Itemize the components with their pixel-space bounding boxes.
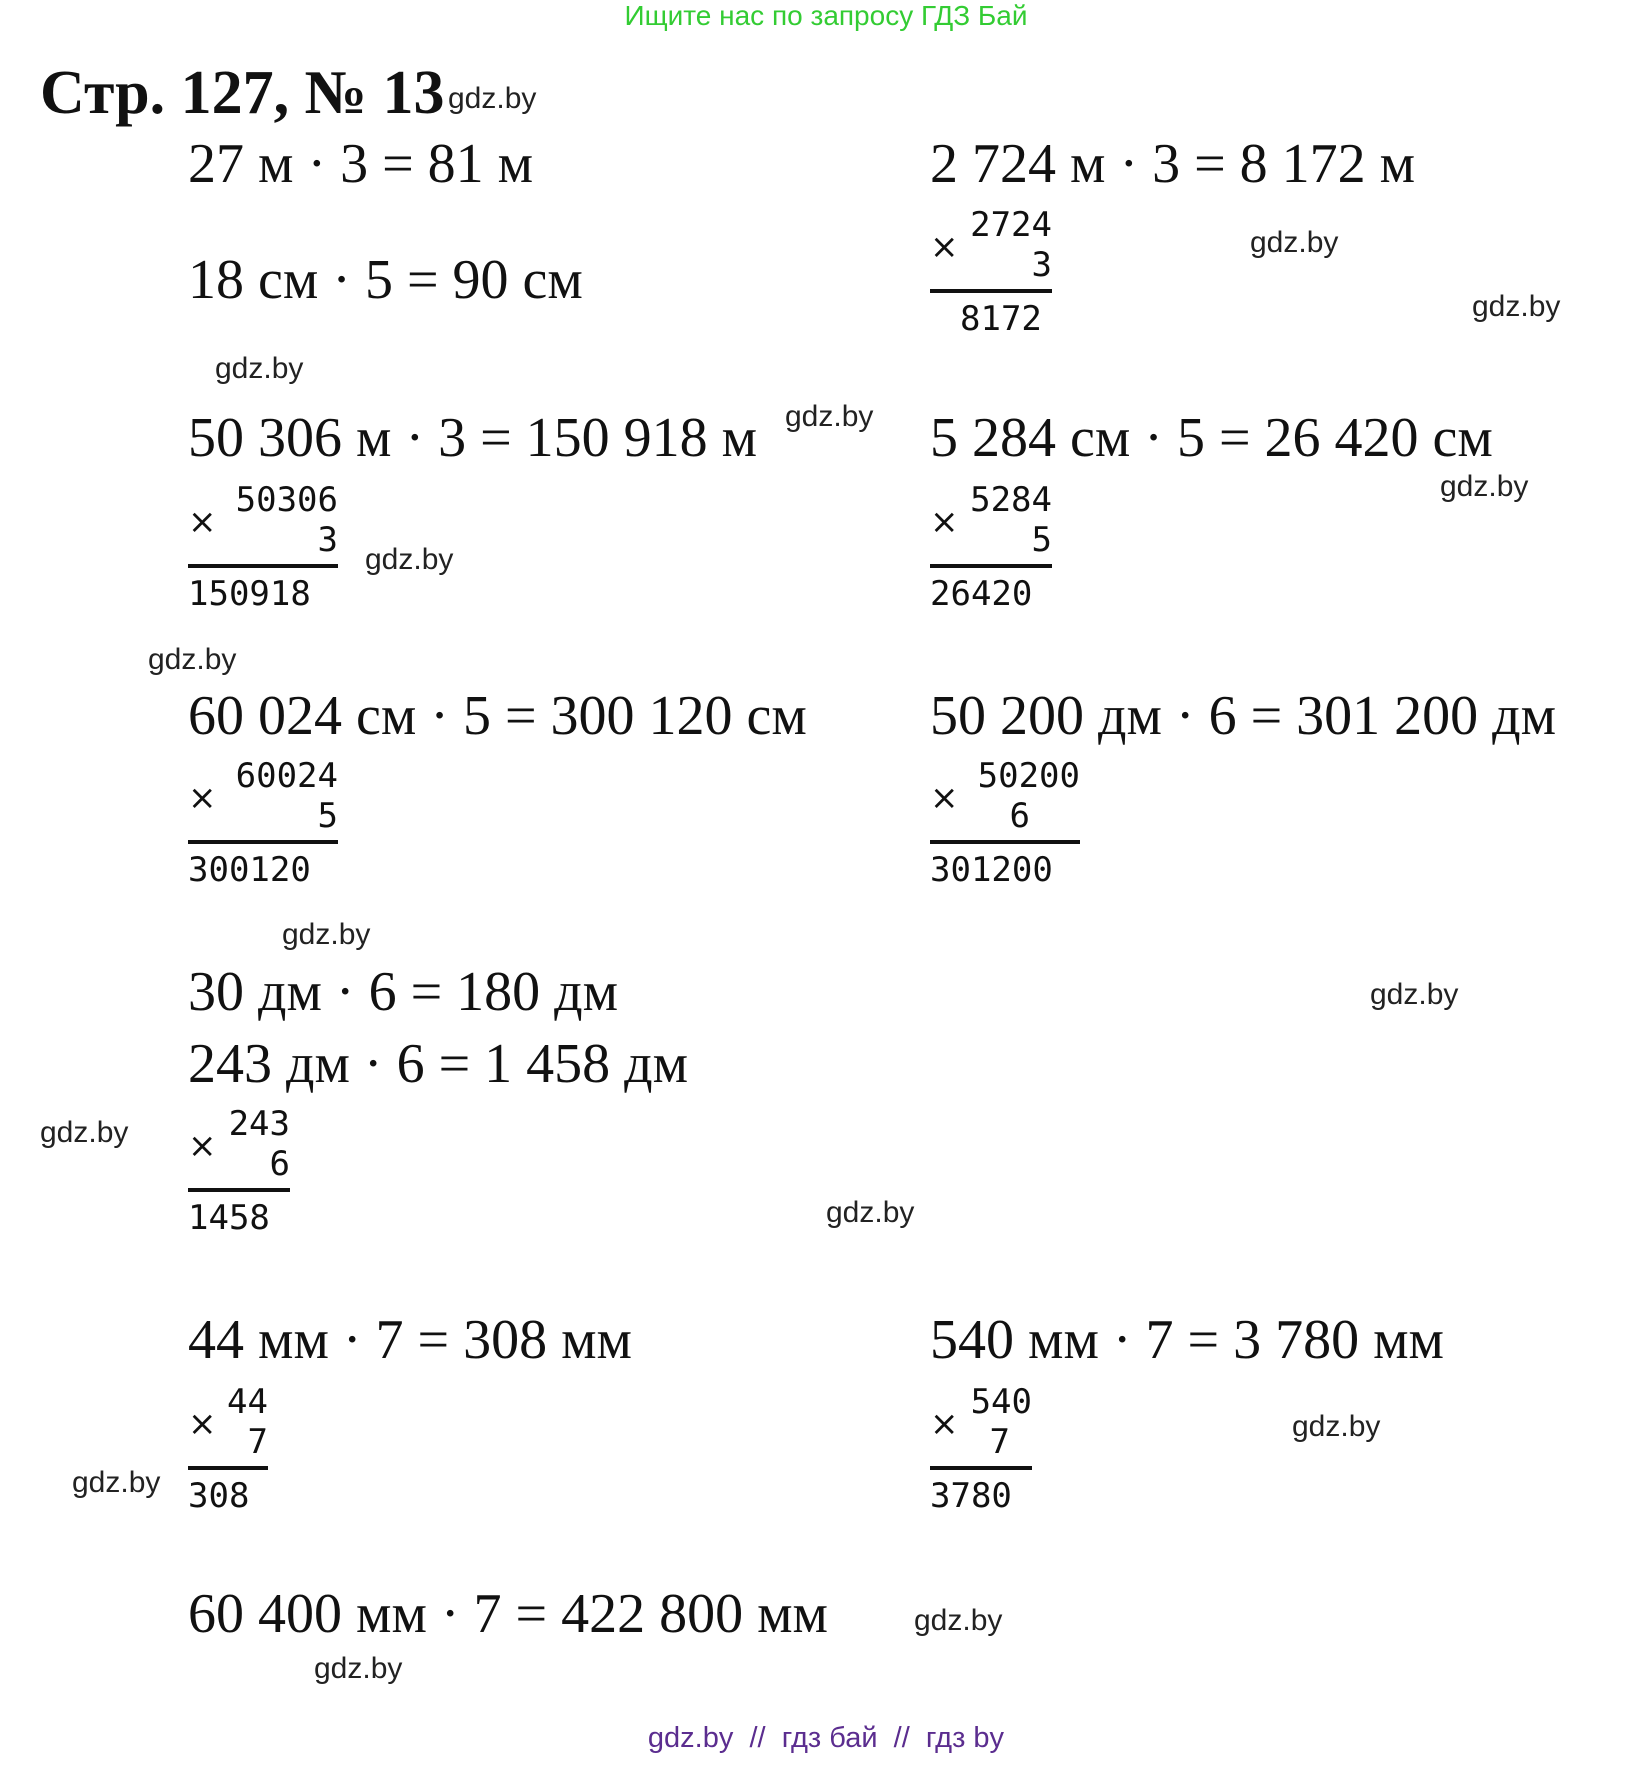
equation-9: 243 дм · 6 = 1 458 дм [188,1033,689,1095]
column-multiplication-2 [188,480,338,614]
product: 26420 [930,574,1033,614]
equation-11: 540 мм · 7 = 3 780 мм [930,1309,1444,1371]
multiplicand: 44 [227,1382,268,1422]
multiplicand: 540 [970,1382,1032,1422]
multiplicand: 243 [228,1104,290,1144]
equation-3: 2 724 м · 3 = 8 172 м [930,133,1416,195]
watermark: gdz.by [448,82,537,115]
equation-1: 27 м · 3 = 81 м [188,133,534,195]
page-title: Стр. 127, № 13 [40,59,445,127]
column-multiplication-1 [930,205,1052,339]
watermark: gdz.by [1370,978,1459,1011]
column-multiplication-4 [188,756,338,890]
watermark: gdz.by [785,400,874,433]
product: 8172 [960,299,1042,339]
watermark: gdz.by [365,543,454,576]
column-multiplication-7 [188,1382,268,1516]
multiplicand: 2724 [970,205,1052,245]
watermark: gdz.by [1472,290,1561,323]
equation-5: 5 284 см · 5 = 26 420 см [930,407,1493,469]
product: 308 [188,1476,250,1516]
watermark: gdz.by [1440,470,1529,503]
multiplier: 6 [269,1144,290,1184]
top-banner: Ищите нас по запросу ГДЗ Бай [624,0,1028,31]
multiplier: 5 [1031,520,1052,560]
times-sign: × [188,1126,217,1166]
times-sign: × [188,1404,217,1444]
times-sign: × [188,778,217,818]
times-sign: × [930,502,959,542]
watermark: gdz.by [1292,1410,1381,1443]
watermark: gdz.by [148,643,237,676]
product: 150918 [188,574,311,614]
equation-2: 18 см · 5 = 90 см [188,249,583,311]
footer-links: gdz.by // гдз бай // гдз by [647,1722,1005,1754]
column-multiplication-3 [930,480,1052,614]
column-multiplication-8 [930,1382,1032,1516]
watermark: gdz.by [282,918,371,951]
times-sign: × [930,1404,959,1444]
multiplicand: 50200 [977,756,1080,796]
watermark: gdz.by [72,1466,161,1499]
watermark: gdz.by [914,1604,1003,1637]
product: 300120 [188,850,311,890]
multiplier: 3 [317,520,338,560]
column-multiplication-5 [930,756,1080,890]
multiplicand: 5284 [970,480,1052,520]
times-sign: × [930,227,959,267]
product: 1458 [188,1198,270,1238]
equation-8: 30 дм · 6 = 180 дм [188,961,619,1023]
multiplicand: 60024 [235,756,338,796]
times-sign: × [188,502,217,542]
multiplier: 5 [317,796,338,836]
equation-7: 50 200 дм · 6 = 301 200 дм [930,685,1557,747]
watermark: gdz.by [40,1116,129,1149]
multiplier: 7 [247,1422,268,1462]
column-multiplication-6 [188,1104,290,1238]
equation-4: 50 306 м · 3 = 150 918 м [188,407,758,469]
equation-6: 60 024 см · 5 = 300 120 см [188,685,807,747]
multiplier: 6 [1009,796,1030,836]
watermark: gdz.by [314,1652,403,1685]
equation-10: 44 мм · 7 = 308 мм [188,1309,632,1371]
watermark: gdz.by [215,352,304,385]
watermark: gdz.by [826,1196,915,1229]
product: 3780 [930,1476,1012,1516]
watermark: gdz.by [1250,226,1339,259]
equation-12: 60 400 мм · 7 = 422 800 мм [188,1583,828,1645]
multiplier: 3 [1031,245,1052,285]
product: 301200 [930,850,1053,890]
multiplier: 7 [989,1422,1010,1462]
multiplicand: 50306 [235,480,338,520]
times-sign: × [930,778,959,818]
